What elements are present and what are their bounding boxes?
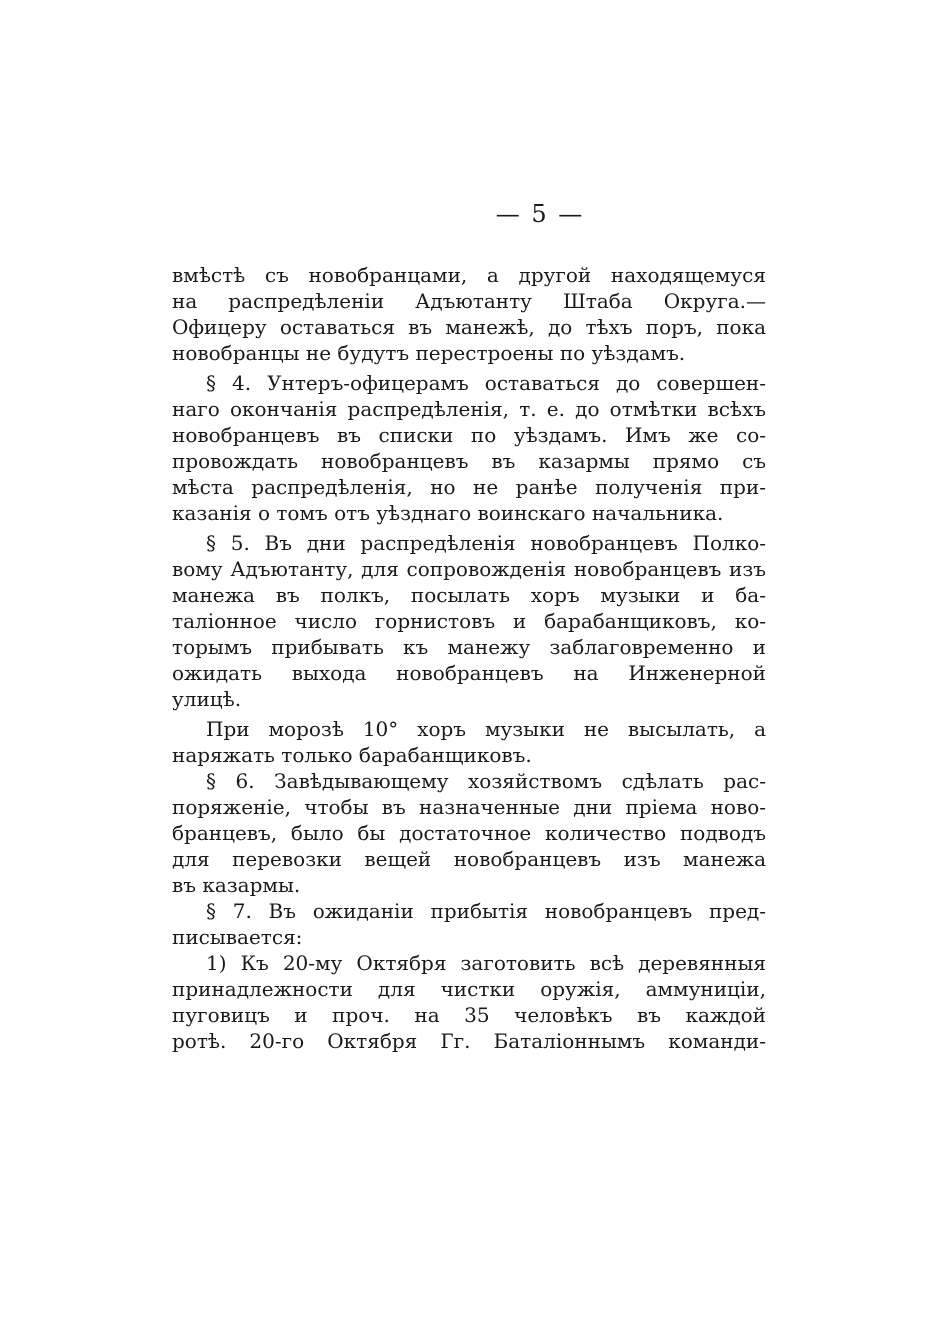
- body-text: [172, 262, 766, 1054]
- text-line: мѣста распредѣленія, но не ранѣе полученія при-: [172, 475, 766, 499]
- section-6-first-line: § 6. Завѣдывающему хозяйствомъ сдѣлать рас-: [206, 769, 766, 793]
- section-4-first-line: § 4. Унтеръ-офицерамъ оставаться до совершен-: [206, 371, 766, 395]
- text-line: наго окончанія распредѣленія, т. е. до отмѣтки всѣхъ: [172, 397, 766, 421]
- text-line: ротѣ. 20-го Октября Гг. Баталіоннымъ команди-: [172, 1029, 766, 1053]
- text-line: на распредѣленіи Адъютанту Штаба Округа.—: [172, 289, 766, 313]
- text-line: пуговицъ и проч. на 35 человѣкъ въ каждой: [172, 1003, 766, 1027]
- text-line: ожидать выхода новобранцевъ на Инженерной: [172, 661, 766, 685]
- text-line: вому Адъютанту, для сопровожденія новобранцевъ изъ: [172, 557, 766, 581]
- text-line: писывается:: [172, 925, 303, 949]
- text-line: таліонное число горнистовъ и барабанщиковъ, ко-: [172, 609, 766, 633]
- text-line: новобранцы не будутъ перестроены по уѣздамъ.: [172, 341, 686, 365]
- text-line: поряженіе, чтобы въ назначенные дни пріема ново-: [172, 795, 766, 819]
- frost-paragraph-first-line: При морозѣ 10° хоръ музыки не высылать, а: [206, 717, 766, 741]
- text-line: въ казармы.: [172, 873, 301, 897]
- item-1-first-line: 1) Къ 20-му Октября заготовить всѣ деревянныя: [206, 951, 766, 975]
- section-7-first-line: § 7. Въ ожиданіи прибытія новобранцевъ пред-: [206, 899, 766, 923]
- text-line: новобранцевъ въ списки по уѣздамъ. Имъ же со-: [172, 423, 766, 447]
- text-line: Офицеру оставаться въ манежѣ, до тѣхъ поръ, пока: [172, 315, 766, 339]
- text-line: принадлежности для чистки оружія, аммуниціи,: [172, 977, 766, 1001]
- text-line: провождать новобранцевъ въ казармы прямо съ: [172, 449, 766, 473]
- page-number: — 5 —: [495, 200, 585, 228]
- text-line: манежа въ полкъ, посылать хоръ музыки и ба-: [172, 583, 766, 607]
- text-line: бранцевъ, было бы достаточное количество подводъ: [172, 821, 766, 845]
- text-line: торымъ прибывать къ манежу заблаговременно и: [172, 635, 766, 659]
- section-5-first-line: § 5. Въ дни распредѣленія новобранцевъ Полко-: [206, 531, 766, 555]
- text-line: казанія о томъ отъ уѣзднаго воинскаго начальника.: [172, 501, 724, 525]
- text-line: для перевозки вещей новобранцевъ изъ манежа: [172, 847, 766, 871]
- text-line: наряжать только барабанщиковъ.: [172, 743, 532, 767]
- text-line: вмѣстѣ съ новобранцами, а другой находящемуся: [172, 263, 766, 287]
- text-line: улицѣ.: [172, 687, 242, 711]
